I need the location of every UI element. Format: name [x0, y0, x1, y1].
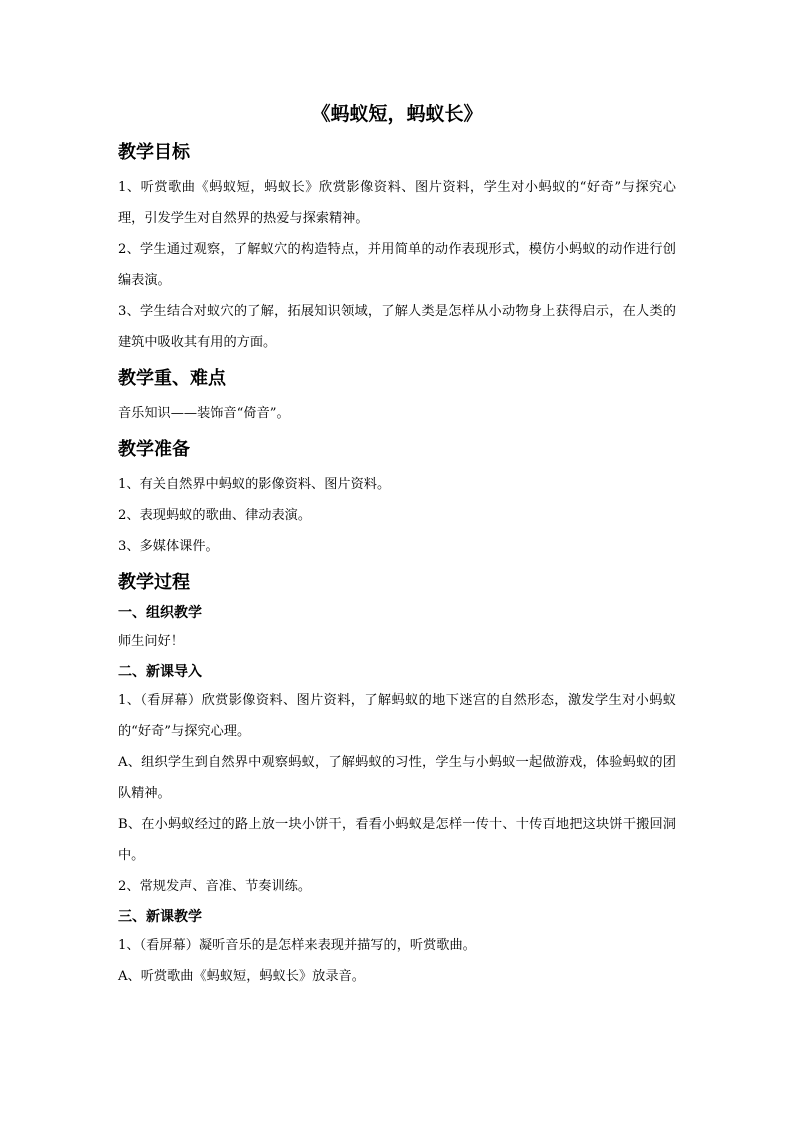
paragraph: A、听赏歌曲《蚂蚁短，蚂蚁长》放录音。 [118, 969, 365, 984]
paragraph: 2、学生通过观察，了解蚁穴的构造特点，并用简单的动作表现形式，模仿小蚂蚁的动作进行创编表演。 [118, 242, 676, 288]
paragraph: 1、有关自然界中蚂蚁的影像资料、图片资料。 [118, 477, 391, 492]
subsection-introduction [118, 661, 676, 902]
subsection-organize [118, 602, 676, 657]
paragraph: 2、常规发声、音准、节奏训练。 [118, 879, 312, 894]
subsection-new-lesson [118, 906, 676, 992]
paragraph: 3、多媒体课件。 [118, 539, 219, 554]
section-heading: 教学准备 [118, 439, 190, 460]
section-heading: 教学目标 [118, 142, 190, 163]
section-heading: 教学过程 [118, 572, 190, 593]
subsection-heading: 三、新课教学 [118, 909, 202, 925]
section-heading: 教学重、难点 [118, 368, 226, 389]
section-teaching-goals [118, 140, 676, 358]
paragraph: 1、（看屏幕）欣赏影像资料、图片资料，了解蚂蚁的地下迷宫的自然形态，激发学生对小蚂蚁的“好奇”与探究心理。 [118, 693, 676, 739]
section-key-points [118, 366, 676, 429]
subsection-heading: 一、组织教学 [118, 605, 202, 621]
paragraph: 师生问好！ [118, 634, 184, 649]
section-preparation [118, 437, 676, 562]
paragraph: 音乐知识——装饰音“倚音”。 [118, 406, 290, 421]
document-title: 《蚂蚁短，蚂蚁长》 [311, 103, 483, 125]
subsection-heading: 二、新课导入 [118, 664, 202, 680]
paragraph: 3、学生结合对蚁穴的了解，拓展知识领域，了解人类是怎样从小动物身上获得启示，在人类的建筑中吸收其有用的方面。 [118, 304, 676, 350]
paragraph: 1、听赏歌曲《蚂蚁短，蚂蚁长》欣赏影像资料、图片资料，学生对小蚂蚁的“好奇”与探究心理，引发学生对自然界的热爱与探索精神。 [118, 180, 676, 226]
paragraph: 1、（看屏幕）凝听音乐的是怎样来表现并描写的，听赏歌曲。 [118, 938, 476, 953]
paragraph: A、组织学生到自然界中观察蚂蚁，了解蚂蚁的习性，学生与小蚂蚁一起做游戏，体验蚂蚁的团队精神。 [118, 755, 676, 801]
section-teaching-process [118, 570, 676, 992]
paragraph: B、在小蚂蚁经过的路上放一块小饼干，看看小蚂蚁是怎样一传十、十传百地把这块饼干搬回洞中。 [118, 817, 676, 863]
paragraph: 2、表现蚂蚁的歌曲、律动表演。 [118, 508, 312, 523]
